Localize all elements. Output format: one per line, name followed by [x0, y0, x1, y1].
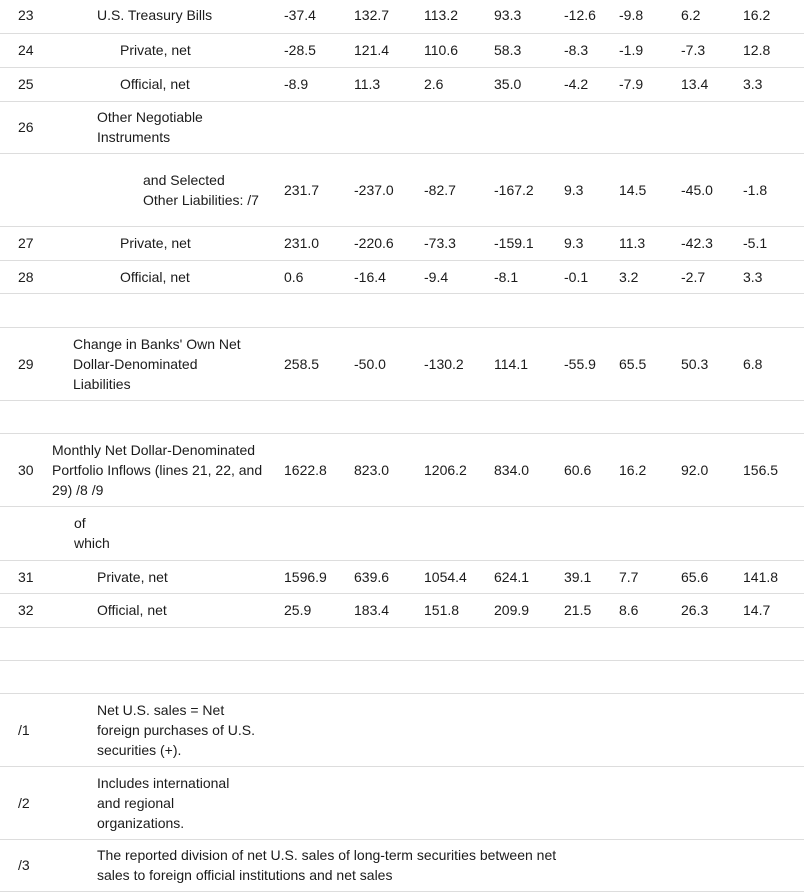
cell-value: -2.7	[677, 260, 739, 293]
cell-value: 1054.4	[420, 560, 490, 593]
cell-value: 156.5	[739, 433, 804, 506]
spacer-row	[0, 660, 804, 693]
cell-value: 11.3	[350, 67, 420, 101]
line-number: 28	[0, 260, 70, 293]
cell-value: 3.3	[739, 260, 804, 293]
cell-value: 151.8	[420, 593, 490, 627]
cell-value: 50.3	[677, 327, 739, 400]
table-row	[0, 67, 804, 101]
footnote-mark: /1	[0, 693, 70, 766]
cell-value: 16.2	[739, 0, 804, 33]
spacer-row	[0, 293, 804, 327]
line-number: 26	[0, 101, 70, 153]
cell-value: 141.8	[739, 560, 804, 593]
cell-value: -7.9	[615, 67, 677, 101]
table-row	[0, 560, 804, 593]
cell-value: -82.7	[420, 153, 490, 226]
line-number	[0, 153, 70, 226]
table-row	[0, 593, 804, 627]
cell-value: -159.1	[490, 226, 560, 260]
cell-value: -167.2	[490, 153, 560, 226]
row-label: Official, net	[70, 67, 280, 101]
cell-value: 1206.2	[420, 433, 490, 506]
cell-value: 3.2	[615, 260, 677, 293]
cell-value: -220.6	[350, 226, 420, 260]
cell-value: 14.7	[739, 593, 804, 627]
row-label: Private, net	[70, 560, 280, 593]
cell-value: 9.3	[560, 226, 615, 260]
cell-value: -73.3	[420, 226, 490, 260]
cell-value: 60.6	[560, 433, 615, 506]
cell-value: 183.4	[350, 593, 420, 627]
footnote-row	[0, 693, 804, 766]
cell-value: 12.8	[739, 33, 804, 67]
cell-value: 624.1	[490, 560, 560, 593]
table-row	[0, 327, 804, 400]
cell-value: 65.6	[677, 560, 739, 593]
row-label: Official, net	[70, 593, 280, 627]
row-label: Official, net	[70, 260, 280, 293]
cell-value: 121.4	[350, 33, 420, 67]
cell-value: 1622.8	[280, 433, 350, 506]
cell-value: 7.7	[615, 560, 677, 593]
line-number: 29	[0, 327, 70, 400]
cell-value: 26.3	[677, 593, 739, 627]
cell-value: 16.2	[615, 433, 677, 506]
line-number: 32	[0, 593, 70, 627]
line-number: 25	[0, 67, 70, 101]
cell-value: 13.4	[677, 67, 739, 101]
spacer-row	[0, 627, 804, 660]
cell-value: -45.0	[677, 153, 739, 226]
footnote-row	[0, 766, 804, 839]
cell-value: 93.3	[490, 0, 560, 33]
cell-value: 110.6	[420, 33, 490, 67]
table-row	[0, 153, 804, 226]
row-label: of which	[70, 506, 280, 560]
footnote-text: The reported division of net U.S. sales of long-term securities between net sales to foreign official institutions and net sales	[70, 839, 490, 891]
cell-value: 0.6	[280, 260, 350, 293]
footnote-row	[0, 839, 804, 891]
table-row	[0, 101, 804, 153]
cell-value: 25.9	[280, 593, 350, 627]
cell-value: -8.9	[280, 67, 350, 101]
footnote-text: Net U.S. sales = Net foreign purchases of U.S. securities (+).	[70, 693, 280, 766]
footnote-mark: /3	[0, 839, 70, 891]
cell-value: 209.9	[490, 593, 560, 627]
cell-value: -1.8	[739, 153, 804, 226]
line-number	[0, 506, 70, 560]
cell-value: -55.9	[560, 327, 615, 400]
table-row	[0, 260, 804, 293]
table-row	[0, 226, 804, 260]
cell-value: 258.5	[280, 327, 350, 400]
table-row	[0, 0, 804, 33]
cell-value: -42.3	[677, 226, 739, 260]
cell-value: 114.1	[490, 327, 560, 400]
cell-value: 6.8	[739, 327, 804, 400]
table-row	[0, 433, 804, 506]
cell-value: 8.6	[615, 593, 677, 627]
cell-value: 132.7	[350, 0, 420, 33]
cell-value: -8.3	[560, 33, 615, 67]
row-label: Private, net	[70, 33, 280, 67]
cell-value: 2.6	[420, 67, 490, 101]
footnote-text: Includes international and regional organizations.	[70, 766, 280, 839]
line-number: 24	[0, 33, 70, 67]
table-row	[0, 506, 804, 560]
cell-value: 823.0	[350, 433, 420, 506]
line-number: 27	[0, 226, 70, 260]
cell-value: -9.4	[420, 260, 490, 293]
cell-value: 639.6	[350, 560, 420, 593]
cell-value: 65.5	[615, 327, 677, 400]
cell-value: 92.0	[677, 433, 739, 506]
cell-value: 9.3	[560, 153, 615, 226]
cell-value: 14.5	[615, 153, 677, 226]
cell-value: 231.7	[280, 153, 350, 226]
cell-value: 39.1	[560, 560, 615, 593]
cell-value: -0.1	[560, 260, 615, 293]
row-label: Monthly Net Dollar-Denominated Portfolio Inflows (lines 21, 22, and 29) /8 /9	[70, 433, 280, 506]
cell-value: -7.3	[677, 33, 739, 67]
cell-value: 21.5	[560, 593, 615, 627]
cell-value: 35.0	[490, 67, 560, 101]
cell-value: 231.0	[280, 226, 350, 260]
cell-value: -12.6	[560, 0, 615, 33]
cell-value: 58.3	[490, 33, 560, 67]
cell-value: -1.9	[615, 33, 677, 67]
cell-value: -9.8	[615, 0, 677, 33]
spacer-row	[0, 400, 804, 433]
line-number: 31	[0, 560, 70, 593]
row-label: and Selected Other Liabilities: /7	[70, 153, 280, 226]
cell-value: -130.2	[420, 327, 490, 400]
row-label: Other Negotiable Instruments	[70, 101, 280, 153]
cell-value: -16.4	[350, 260, 420, 293]
row-label: Private, net	[70, 226, 280, 260]
cell-value: 834.0	[490, 433, 560, 506]
row-label: Change in Banks' Own Net Dollar-Denominated Liabilities	[70, 327, 280, 400]
cell-value: -237.0	[350, 153, 420, 226]
cell-value: -5.1	[739, 226, 804, 260]
cell-value: -8.1	[490, 260, 560, 293]
cell-value: -50.0	[350, 327, 420, 400]
cell-value: 6.2	[677, 0, 739, 33]
footnote-mark: /2	[0, 766, 70, 839]
table-row	[0, 33, 804, 67]
cell-value: -4.2	[560, 67, 615, 101]
cell-value: -28.5	[280, 33, 350, 67]
cell-value: 3.3	[739, 67, 804, 101]
line-number: 23	[0, 0, 70, 33]
cell-value: -37.4	[280, 0, 350, 33]
cell-value: 113.2	[420, 0, 490, 33]
cell-value: 1596.9	[280, 560, 350, 593]
line-number: 30	[0, 433, 70, 506]
cell-value: 11.3	[615, 226, 677, 260]
row-label: U.S. Treasury Bills	[70, 0, 280, 33]
